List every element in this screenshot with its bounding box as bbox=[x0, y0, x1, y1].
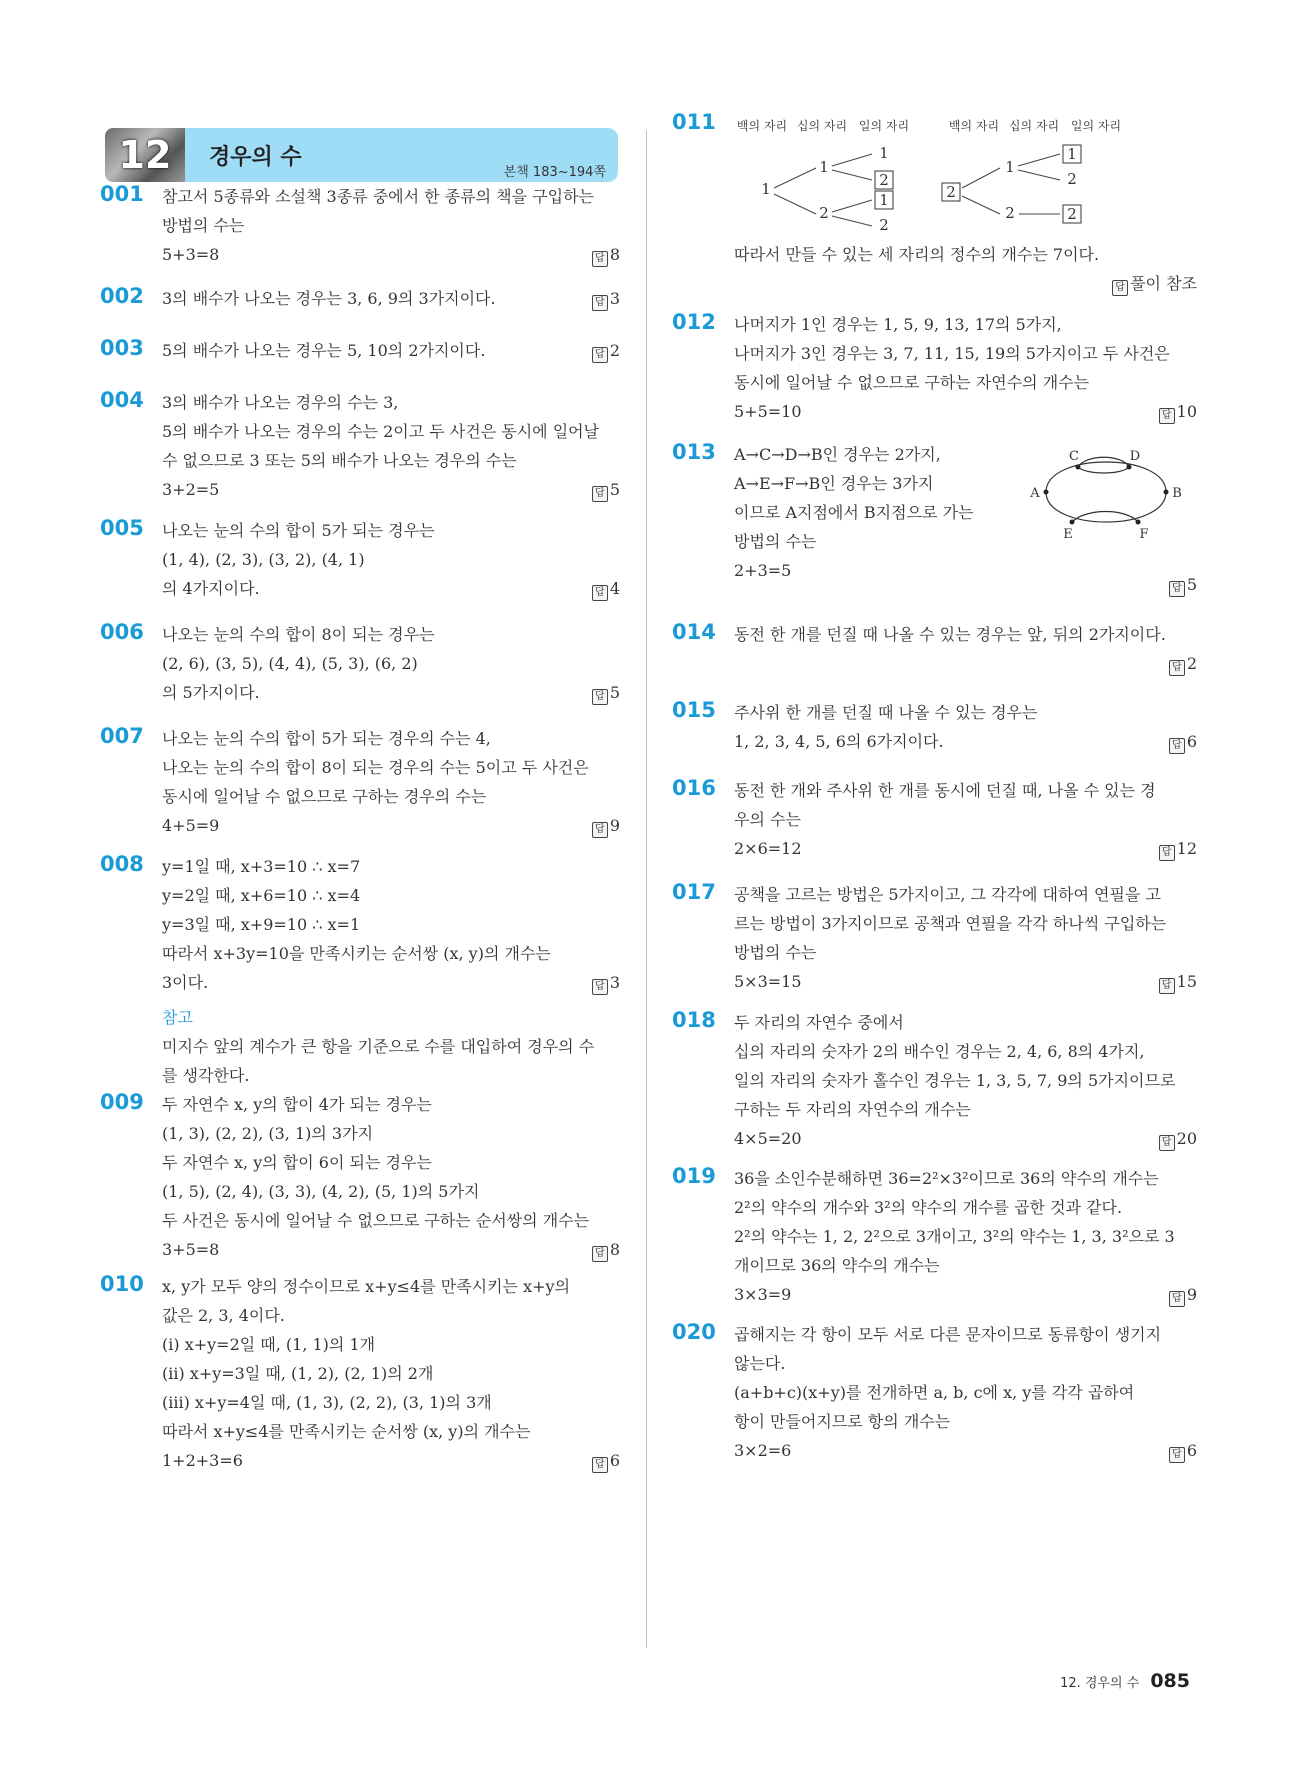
tree-leaf-boxed: 1 bbox=[1067, 145, 1077, 163]
solution-line: 2+3=5 bbox=[734, 561, 792, 580]
solution-line: 따라서 x+y≤4를 만족시키는 순서쌍 (x, y)의 개수는 bbox=[162, 1422, 531, 1441]
problem-number: 002 bbox=[100, 284, 144, 308]
solution-line: 4+5=9 bbox=[162, 816, 220, 835]
problem-number: 017 bbox=[672, 880, 716, 904]
solution-line: 2²의 약수는 1, 2, 2²으로 3개이고, 3²의 약수는 1, 3, 3²으로 3 bbox=[734, 1227, 1175, 1246]
problem-number: 020 bbox=[672, 1320, 716, 1344]
textbook-reference: 본책 183~194쪽 bbox=[503, 165, 606, 180]
solution-line: 4×5=20 bbox=[734, 1129, 802, 1148]
place-header: 백의 자리 bbox=[736, 119, 788, 133]
answer bbox=[1169, 1280, 1197, 1309]
problem-number: 008 bbox=[100, 852, 144, 876]
point-c bbox=[1076, 465, 1081, 470]
tree-branch bbox=[1018, 170, 1060, 180]
solution-line: 구하는 두 자리의 자연수의 개수는 bbox=[734, 1100, 971, 1119]
solution-line: 값은 2, 3, 4이다. bbox=[162, 1306, 285, 1325]
tree-leaf: 2 bbox=[879, 216, 889, 234]
page-footer bbox=[1060, 1670, 1190, 1692]
solution-line: 따라서 x+3y=10을 만족시키는 순서쌍 (x, y)의 개수는 bbox=[162, 944, 551, 963]
solution-line: y=3일 때, x+9=10 ∴ x=1 bbox=[162, 915, 361, 934]
solution-line: 항이 만들어지므로 항의 개수는 bbox=[734, 1412, 951, 1431]
solution-line: 나오는 눈의 수의 합이 8이 되는 경우의 수는 5이고 두 사건은 bbox=[162, 758, 589, 777]
answer bbox=[592, 968, 620, 997]
answer-value: 3 bbox=[609, 289, 620, 308]
solution-line: 두 자리의 자연수 중에서 bbox=[734, 1013, 904, 1032]
answer-value: 15 bbox=[1176, 972, 1197, 991]
answer bbox=[592, 1446, 620, 1475]
place-header: 일의 자리 bbox=[858, 119, 910, 133]
answer-icon: 답 bbox=[592, 347, 608, 363]
route-diagram bbox=[1026, 442, 1186, 542]
problem-number: 010 bbox=[100, 1272, 144, 1296]
solution-line: 1+2+3=6 bbox=[162, 1451, 243, 1470]
solution-line: 5의 배수가 나오는 경우는 5, 10의 2가지이다. bbox=[162, 341, 486, 360]
tree-branch bbox=[774, 168, 816, 188]
answer bbox=[592, 240, 620, 269]
answer bbox=[1159, 967, 1197, 996]
solution-line: 의 5가지이다. bbox=[162, 683, 260, 702]
answer-icon: 답 bbox=[1159, 845, 1175, 861]
problem-number: 007 bbox=[100, 724, 144, 748]
answer-value: 6 bbox=[1186, 1441, 1197, 1460]
answer-icon: 답 bbox=[592, 251, 608, 267]
answer bbox=[592, 475, 620, 504]
solution-line: 방법의 수는 bbox=[734, 532, 817, 551]
tree-branch bbox=[962, 196, 1000, 214]
answer bbox=[1159, 397, 1197, 426]
solution-line: 3+2=5 bbox=[162, 480, 220, 499]
tree-node: 2 bbox=[819, 204, 829, 222]
solution-line: 2×6=12 bbox=[734, 839, 802, 858]
solution-line: 우의 수는 bbox=[734, 810, 801, 829]
solution-body bbox=[162, 516, 620, 603]
solution-line: 일의 자리의 숫자가 홀수인 경우는 1, 3, 5, 7, 9의 5가지이므로 bbox=[734, 1071, 1176, 1090]
solution-body bbox=[734, 110, 1197, 293]
problem-number: 005 bbox=[100, 516, 144, 540]
solution-body bbox=[162, 336, 620, 365]
answer-icon: 답 bbox=[592, 486, 608, 502]
problem-number: 019 bbox=[672, 1164, 716, 1188]
answer-value: 9 bbox=[609, 816, 620, 835]
answer-value: 8 bbox=[609, 245, 620, 264]
solution-line: 방법의 수는 bbox=[734, 943, 817, 962]
solution-line: 않는다. bbox=[734, 1354, 786, 1373]
tree-leaf-boxed: 1 bbox=[879, 191, 889, 209]
answer-icon: 답 bbox=[592, 295, 608, 311]
answer bbox=[1159, 1124, 1197, 1153]
answer-icon: 답 bbox=[1159, 978, 1175, 994]
tree-node: 2 bbox=[1005, 204, 1015, 222]
solution-line: 3×2=6 bbox=[734, 1441, 792, 1460]
solution-line: (2, 6), (3, 5), (4, 4), (5, 3), (6, 2) bbox=[162, 654, 418, 673]
point-a bbox=[1044, 490, 1049, 495]
problem-number: 016 bbox=[672, 776, 716, 800]
answer-value: 9 bbox=[1186, 1285, 1197, 1304]
solution-line: (1, 3), (2, 2), (3, 1)의 3가지 bbox=[162, 1124, 374, 1143]
solution-line: 3+5=8 bbox=[162, 1240, 220, 1259]
answer-icon: 답 bbox=[1169, 581, 1185, 597]
answer-icon: 답 bbox=[592, 979, 608, 995]
tree-diagram bbox=[734, 110, 1204, 238]
solution-line: y=2일 때, x+6=10 ∴ x=4 bbox=[162, 886, 361, 905]
answer-icon: 답 bbox=[592, 1457, 608, 1473]
problem-number: 003 bbox=[100, 336, 144, 360]
answer-value: 20 bbox=[1176, 1129, 1197, 1148]
solution-line: (1, 5), (2, 4), (3, 3), (4, 2), (5, 1)의 5가지 bbox=[162, 1182, 480, 1201]
solution-line: (ii) x+y=3일 때, (1, 2), (2, 1)의 2개 bbox=[162, 1364, 434, 1383]
tree-leaf-boxed: 2 bbox=[1067, 205, 1077, 223]
solution-line: (iii) x+y=4일 때, (1, 3), (2, 2), (3, 1)의 3개 bbox=[162, 1393, 492, 1412]
solution-body bbox=[734, 1008, 1197, 1153]
problem-number: 014 bbox=[672, 620, 716, 644]
tree-branch bbox=[962, 168, 1000, 188]
section-number: 12 bbox=[118, 133, 172, 177]
answer bbox=[592, 811, 620, 840]
solution-line: 2²의 약수의 개수와 3²의 약수의 개수를 곱한 것과 같다. bbox=[734, 1198, 1123, 1217]
answer-icon: 답 bbox=[592, 1246, 608, 1262]
label-c: C bbox=[1069, 449, 1079, 464]
answer bbox=[1169, 649, 1197, 678]
solution-line: 동전 한 개를 던질 때 나올 수 있는 경우는 앞, 뒤의 2가지이다. bbox=[734, 625, 1166, 644]
column-divider bbox=[646, 130, 647, 1648]
answer bbox=[592, 284, 620, 313]
answer-value: 5 bbox=[609, 683, 620, 702]
note-line: 미지수 앞의 계수가 큰 항을 기준으로 수를 대입하여 경우의 수 bbox=[162, 1037, 595, 1056]
solution-line: 나오는 눈의 수의 합이 8이 되는 경우는 bbox=[162, 625, 435, 644]
solution-line: 5+5=10 bbox=[734, 402, 802, 421]
answer-value: 2 bbox=[609, 341, 620, 360]
solution-body bbox=[162, 852, 620, 1090]
answer bbox=[1169, 727, 1197, 756]
label-a: A bbox=[1030, 486, 1040, 501]
label-b: B bbox=[1172, 486, 1182, 501]
answer-value: 5 bbox=[1186, 575, 1197, 594]
solution-body bbox=[734, 698, 1197, 756]
solution-line: 두 자연수 x, y의 합이 4가 되는 경우는 bbox=[162, 1095, 432, 1114]
tree-leaf-boxed: 2 bbox=[879, 171, 889, 189]
place-header: 백의 자리 bbox=[948, 119, 1000, 133]
problem-number: 013 bbox=[672, 440, 716, 464]
problem-number: 004 bbox=[100, 388, 144, 412]
solution-line: 참고서 5종류와 소설책 3종류 중에서 한 종류의 책을 구입하는 bbox=[162, 187, 594, 206]
solution-line: A→C→D→B인 경우는 2가지, bbox=[734, 445, 941, 464]
answer-value: 2 bbox=[1186, 654, 1197, 673]
section-title: 경우의 수 bbox=[209, 145, 302, 170]
answer-icon: 답 bbox=[592, 689, 608, 705]
solution-line: x, y가 모두 양의 정수이므로 x+y≤4를 만족시키는 x+y의 bbox=[162, 1277, 571, 1296]
solution-line: 방법의 수는 bbox=[162, 216, 245, 235]
tree-branch bbox=[832, 154, 872, 166]
solution-line: 1, 2, 3, 4, 5, 6의 6가지이다. bbox=[734, 732, 944, 751]
solution-line: 36을 소인수분해하면 36=2²×3²이므로 36의 약수의 개수는 bbox=[734, 1169, 1159, 1188]
note-line: 를 생각한다. bbox=[162, 1066, 250, 1085]
tree-node-boxed: 2 bbox=[946, 183, 956, 201]
problem-number: 009 bbox=[100, 1090, 144, 1114]
tree-branch bbox=[1018, 154, 1060, 166]
solution-body bbox=[734, 1320, 1197, 1465]
answer-value: 10 bbox=[1176, 402, 1197, 421]
answer bbox=[592, 574, 620, 603]
point-f bbox=[1136, 520, 1141, 525]
footer-chapter: 12. 경우의 수 bbox=[1060, 1676, 1140, 1691]
solution-body bbox=[162, 1090, 620, 1264]
point-e bbox=[1070, 520, 1075, 525]
solution-body bbox=[162, 182, 620, 269]
solution-line: 주사위 한 개를 던질 때 나올 수 있는 경우는 bbox=[734, 703, 1038, 722]
answer-icon: 답 bbox=[1169, 738, 1185, 754]
answer bbox=[1169, 1436, 1197, 1465]
answer-icon: 답 bbox=[1169, 660, 1185, 676]
solution-line: 따라서 만들 수 있는 세 자리의 정수의 개수는 7이다. bbox=[734, 245, 1100, 264]
section-header bbox=[105, 128, 618, 182]
solution-body bbox=[734, 776, 1197, 863]
problem-number: 015 bbox=[672, 698, 716, 722]
solution-line: 동시에 일어날 수 없으므로 구하는 경우의 수는 bbox=[162, 787, 487, 806]
answer-icon: 답 bbox=[1159, 1135, 1175, 1151]
solution-line: 곱해지는 각 항이 모두 서로 다른 문자이므로 동류항이 생기지 bbox=[734, 1325, 1162, 1344]
solution-line: 5+3=8 bbox=[162, 245, 220, 264]
problem-number: 018 bbox=[672, 1008, 716, 1032]
answer-value: 12 bbox=[1176, 839, 1197, 858]
point-b bbox=[1164, 490, 1169, 495]
solution-line: 이므로 A지점에서 B지점으로 가는 bbox=[734, 503, 974, 522]
solution-line: 르는 방법이 3가지이므로 공책과 연필을 각각 하나씩 구입하는 bbox=[734, 914, 1167, 933]
tree-branch bbox=[832, 200, 872, 212]
solution-body bbox=[734, 880, 1197, 996]
place-header: 일의 자리 bbox=[1070, 119, 1122, 133]
answer bbox=[1169, 570, 1197, 599]
solution-body bbox=[162, 1272, 620, 1475]
solution-line: 5의 배수가 나오는 경우의 수는 2이고 두 사건은 동시에 일어날 bbox=[162, 422, 600, 441]
tree-branch bbox=[832, 216, 872, 226]
page-number: 085 bbox=[1150, 1670, 1190, 1692]
answer-value: 풀이 참조 bbox=[1130, 274, 1197, 293]
tree-node: 1 bbox=[819, 158, 829, 176]
answer-icon: 답 bbox=[1112, 280, 1128, 296]
answer-icon: 답 bbox=[1169, 1291, 1185, 1307]
answer-value: 3 bbox=[609, 973, 620, 992]
solution-body bbox=[734, 310, 1197, 426]
solution-body bbox=[162, 284, 620, 313]
answer bbox=[1159, 834, 1197, 863]
answer-value: 6 bbox=[1186, 732, 1197, 751]
solution-line: 두 사건은 동시에 일어날 수 없으므로 구하는 순서쌍의 개수는 bbox=[162, 1211, 590, 1230]
solution-line: 3×3=9 bbox=[734, 1285, 792, 1304]
solution-line: A→E→F→B인 경우는 3가지 bbox=[734, 474, 934, 493]
solution-line: 동전 한 개와 주사위 한 개를 동시에 던질 때, 나올 수 있는 경 bbox=[734, 781, 1156, 800]
solution-line: 5×3=15 bbox=[734, 972, 802, 991]
solution-line: 나오는 눈의 수의 합이 5가 되는 경우는 bbox=[162, 521, 435, 540]
tree-node: 1 bbox=[1005, 158, 1015, 176]
tree-branch bbox=[774, 194, 816, 214]
solution-line: 나머지가 3인 경우는 3, 7, 11, 15, 19의 5가지이고 두 사건은 bbox=[734, 344, 1170, 363]
tree-branch bbox=[832, 170, 872, 180]
solution-line: 공책을 고르는 방법은 5가지이고, 그 각각에 대하여 연필을 고 bbox=[734, 885, 1161, 904]
label-d: D bbox=[1129, 449, 1141, 464]
solution-line: 의 4가지이다. bbox=[162, 579, 260, 598]
label-e: E bbox=[1063, 527, 1073, 542]
problem-number: 012 bbox=[672, 310, 716, 334]
solution-line: (i) x+y=2일 때, (1, 1)의 1개 bbox=[162, 1335, 376, 1354]
answer-icon: 답 bbox=[1169, 1447, 1185, 1463]
problem-number: 011 bbox=[672, 110, 716, 134]
solution-line: 십의 자리의 숫자가 2의 배수인 경우는 2, 4, 6, 8의 4가지, bbox=[734, 1042, 1145, 1061]
solution-line: 동시에 일어날 수 없으므로 구하는 자연수의 개수는 bbox=[734, 373, 1090, 392]
place-header: 십의 자리 bbox=[1008, 119, 1060, 133]
tree-leaf: 2 bbox=[1067, 170, 1077, 188]
tree-node: 1 bbox=[761, 180, 771, 198]
solution-line: y=1일 때, x+3=10 ∴ x=7 bbox=[162, 857, 361, 876]
answer-icon: 답 bbox=[592, 822, 608, 838]
tree-leaf: 1 bbox=[879, 144, 889, 162]
solution-line: 3의 배수가 나오는 경우의 수는 3, bbox=[162, 393, 399, 412]
answer bbox=[592, 1235, 620, 1264]
answer-icon: 답 bbox=[592, 585, 608, 601]
solution-line: 3의 배수가 나오는 경우는 3, 6, 9의 3가지이다. bbox=[162, 289, 496, 308]
answer bbox=[1112, 269, 1197, 298]
solution-line: 나머지가 1인 경우는 1, 5, 9, 13, 17의 5가지, bbox=[734, 315, 1062, 334]
answer-value: 8 bbox=[609, 1240, 620, 1259]
solution-body bbox=[734, 440, 1197, 594]
answer bbox=[592, 678, 620, 707]
solution-body bbox=[734, 620, 1197, 673]
answer-value: 5 bbox=[609, 480, 620, 499]
answer-value: 6 bbox=[609, 1451, 620, 1470]
solution-line: (a+b+c)(x+y)를 전개하면 a, b, c에 x, y를 각각 곱하여 bbox=[734, 1383, 1135, 1402]
solution-body bbox=[162, 620, 620, 707]
note-title: 참고 bbox=[162, 1008, 193, 1027]
place-header: 십의 자리 bbox=[796, 119, 848, 133]
label-f: F bbox=[1139, 527, 1149, 542]
solution-line: 개이므로 36의 약수의 개수는 bbox=[734, 1256, 940, 1275]
solution-line: 두 자연수 x, y의 합이 6이 되는 경우는 bbox=[162, 1153, 432, 1172]
answer-icon: 답 bbox=[1159, 408, 1175, 424]
solution-body bbox=[162, 388, 620, 504]
problem-number: 001 bbox=[100, 182, 144, 206]
solution-line: (1, 4), (2, 3), (3, 2), (4, 1) bbox=[162, 550, 365, 569]
solution-body bbox=[734, 1164, 1197, 1309]
point-d bbox=[1127, 465, 1132, 470]
solution-line: 나오는 눈의 수의 합이 5가 되는 경우의 수는 4, bbox=[162, 729, 491, 748]
solution-line: 수 없으므로 3 또는 5의 배수가 나오는 경우의 수는 bbox=[162, 451, 517, 470]
solution-body bbox=[162, 724, 620, 840]
solution-line: 3이다. bbox=[162, 973, 209, 992]
answer bbox=[592, 336, 620, 365]
problem-number: 006 bbox=[100, 620, 144, 644]
route-path bbox=[1078, 467, 1129, 473]
route-path bbox=[1046, 462, 1166, 522]
answer-value: 4 bbox=[609, 579, 620, 598]
